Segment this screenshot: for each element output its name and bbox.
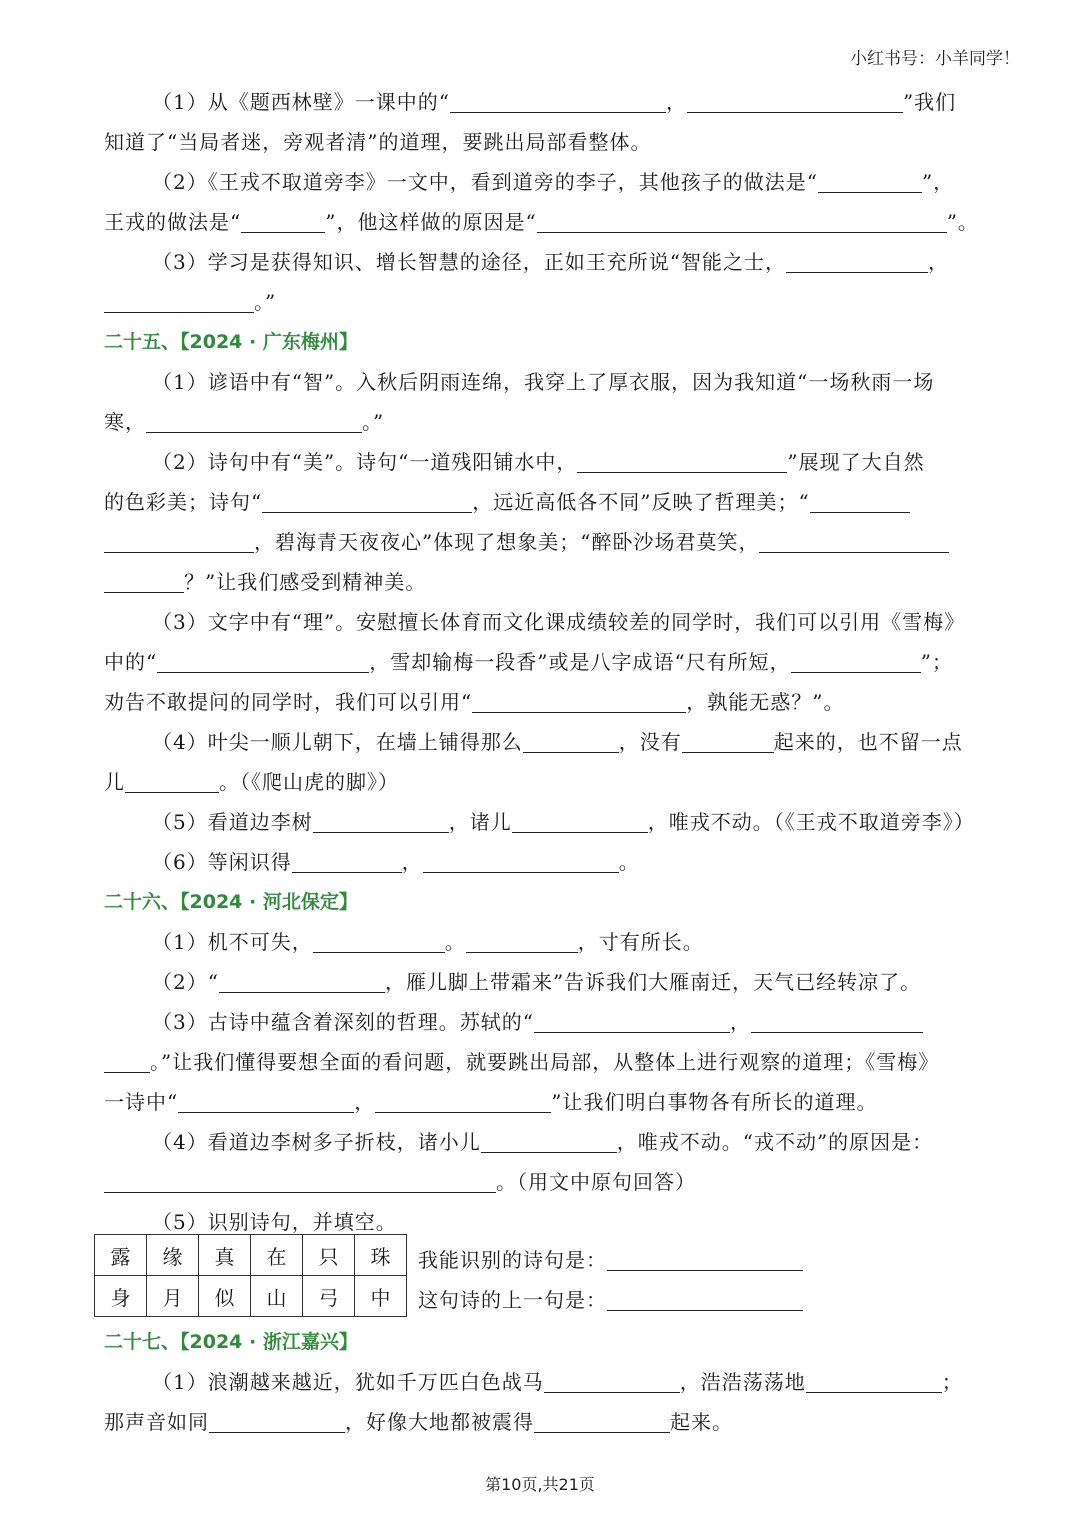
answer-blank[interactable] (466, 926, 578, 953)
question-line: 儿 。（《爬山虎的脚》） (104, 762, 980, 802)
question-line: （6）等闲识得 ， 。 (104, 842, 980, 882)
answer-blank[interactable] (104, 526, 254, 553)
answer-blank[interactable] (104, 1166, 496, 1193)
grid-row (95, 1235, 407, 1276)
question-line: 我能识别的诗句是： (418, 1240, 898, 1280)
grid-cell: 露 (95, 1235, 147, 1276)
grid-cell: 似 (199, 1276, 251, 1317)
answer-blank[interactable] (810, 486, 910, 513)
grid-cell: 身 (95, 1276, 147, 1317)
answer-blank[interactable] (146, 406, 362, 433)
question-line: （1）机不可失， 。 ，寸有所长。 (104, 922, 980, 962)
question-line: 劝告不敢提问的同学时，我们可以引用“ ，孰能无惑？”。 (104, 682, 980, 722)
question-line: 的色彩美；诗句“ ，远近高低各不同”反映了哲理美；“ (104, 482, 980, 522)
grid-cell: 真 (199, 1235, 251, 1276)
answer-blank[interactable] (512, 806, 648, 833)
answer-blank[interactable] (806, 1366, 942, 1393)
question-line: （1）从《题西林壁》一课中的“ ， ”我们 (104, 82, 980, 122)
question-line: ？”让我们感受到精神美。 (104, 562, 980, 602)
answer-blank[interactable] (125, 766, 219, 793)
question-line: 知道了“当局者迷，旁观者清”的道理，要跳出局部看整体。 (104, 130, 652, 154)
answer-blank[interactable] (157, 646, 369, 673)
answer-blank[interactable] (523, 726, 619, 753)
answer-blank[interactable] (219, 966, 385, 993)
character-grid (94, 1234, 407, 1317)
question-line: （2）《王戎不取道旁李》一文中，看到道旁的李子，其他孩子的做法是“ ”， (104, 162, 980, 202)
grid-cell: 只 (303, 1235, 355, 1276)
section-title: 二十五、【2024 · 广东梅州】 (104, 331, 358, 353)
answer-blank[interactable] (241, 206, 325, 233)
question-line: （4）看道边李树多子折枝，诸小儿 ，唯戎不动。“戎不动”的原因是： (104, 1122, 980, 1162)
grid-cell: 缘 (147, 1235, 199, 1276)
question-line: 一诗中“ ， ”让我们明白事物各有所长的道理。 (104, 1082, 980, 1122)
question-line: （4）叶尖一顺儿朝下，在墙上铺得那么 ，没有 起来的，也不留一点 (104, 722, 980, 762)
answer-blank[interactable] (682, 726, 774, 753)
answer-blank[interactable] (104, 566, 184, 593)
question-line: （5）识别诗句，并填空。 (152, 1210, 397, 1234)
answer-blank[interactable] (209, 1406, 345, 1433)
question-line: （3）学习是获得知识、增长智慧的途径，正如王充所说“智能之士， ， (104, 242, 980, 282)
question-line: 这句诗的上一句是： (418, 1280, 898, 1320)
answer-blank[interactable] (687, 86, 903, 113)
page-footer: 第10页,共21页 (485, 1475, 595, 1494)
answer-blank[interactable] (262, 486, 472, 513)
answer-blank[interactable] (178, 1086, 354, 1113)
grid-cell: 月 (147, 1276, 199, 1317)
answer-blank[interactable] (818, 166, 922, 193)
grid-cell: 弓 (303, 1276, 355, 1317)
section-title: 二十七、【2024 · 浙江嘉兴】 (104, 1331, 358, 1353)
answer-blank[interactable] (104, 286, 254, 313)
answer-blank[interactable] (423, 846, 619, 873)
answer-blank[interactable] (534, 1406, 670, 1433)
grid-cell: 在 (251, 1235, 303, 1276)
answer-blank[interactable] (534, 1006, 730, 1033)
section-title: 二十六、【2024 · 河北保定】 (104, 891, 358, 913)
question-line: （5）看道边李树 ，诸儿 ，唯戎不动。（《王戎不取道旁李》） (104, 802, 980, 842)
answer-blank[interactable] (450, 86, 666, 113)
answer-blank[interactable] (104, 1046, 150, 1073)
question-line: 。”让我们懂得要想全面的看问题，就要跳出局部，从整体上进行观察的道理；《雪梅》 (104, 1042, 980, 1082)
question-line: 那声音如同 ，好像大地都被震得 起来。 (104, 1402, 980, 1442)
answer-blank[interactable] (577, 446, 787, 473)
answer-blank[interactable] (607, 1244, 803, 1271)
answer-blank[interactable] (544, 1366, 680, 1393)
grid-row (95, 1276, 407, 1317)
answer-blank[interactable] (791, 646, 921, 673)
answer-blank[interactable] (607, 1284, 803, 1311)
question-line: 。（用文中原句回答） (104, 1162, 980, 1202)
answer-blank[interactable] (481, 1126, 617, 1153)
question-line: 寒， 。” (104, 402, 980, 442)
grid-cell: 珠 (355, 1235, 407, 1276)
question-line: （1）浪潮越来越近，犹如千万匹白色战马 ，浩浩荡荡地 ； (104, 1362, 980, 1402)
answer-blank[interactable] (786, 246, 928, 273)
grid-cell: 中 (355, 1276, 407, 1317)
question-line: （2）“ ，雁儿脚上带霜来”告诉我们大雁南迁，天气已经转凉了。 (104, 962, 980, 1002)
question-line: （1）谚语中有“智”。入秋后阴雨连绵，我穿上了厚衣服，因为我知道“一场秋雨一场 (152, 370, 935, 394)
answer-blank[interactable] (313, 926, 445, 953)
question-line: （3）文字中有“理”。安慰擅长体育而文化课成绩较差的同学时，我们可以引用《雪梅》 (152, 610, 966, 634)
question-line: 。” (104, 282, 980, 322)
answer-blank[interactable] (751, 1006, 923, 1033)
question-line: （2）诗句中有“美”。诗句“一道残阳铺水中， ”展现了大自然 (104, 442, 980, 482)
watermark: 小红书号：小羊同学！ (850, 49, 1020, 69)
answer-blank[interactable] (313, 806, 449, 833)
answer-blank[interactable] (759, 526, 949, 553)
question-line: ，碧海青天夜夜心”体现了想象美；“醉卧沙场君莫笑， (104, 522, 980, 562)
question-line: 王戎的做法是“ ”，他这样做的原因是“ ”。 (104, 202, 980, 242)
answer-blank[interactable] (472, 686, 686, 713)
question-line: 中的“ ，雪却输梅一段香”或是八字成语“尺有所短， ”； (104, 642, 980, 682)
question-line: （3）古诗中蕴含着深刻的哲理。苏轼的“ ， (104, 1002, 980, 1042)
answer-blank[interactable] (375, 1086, 551, 1113)
answer-blank[interactable] (537, 206, 947, 233)
grid-cell: 山 (251, 1276, 303, 1317)
answer-blank[interactable] (292, 846, 402, 873)
